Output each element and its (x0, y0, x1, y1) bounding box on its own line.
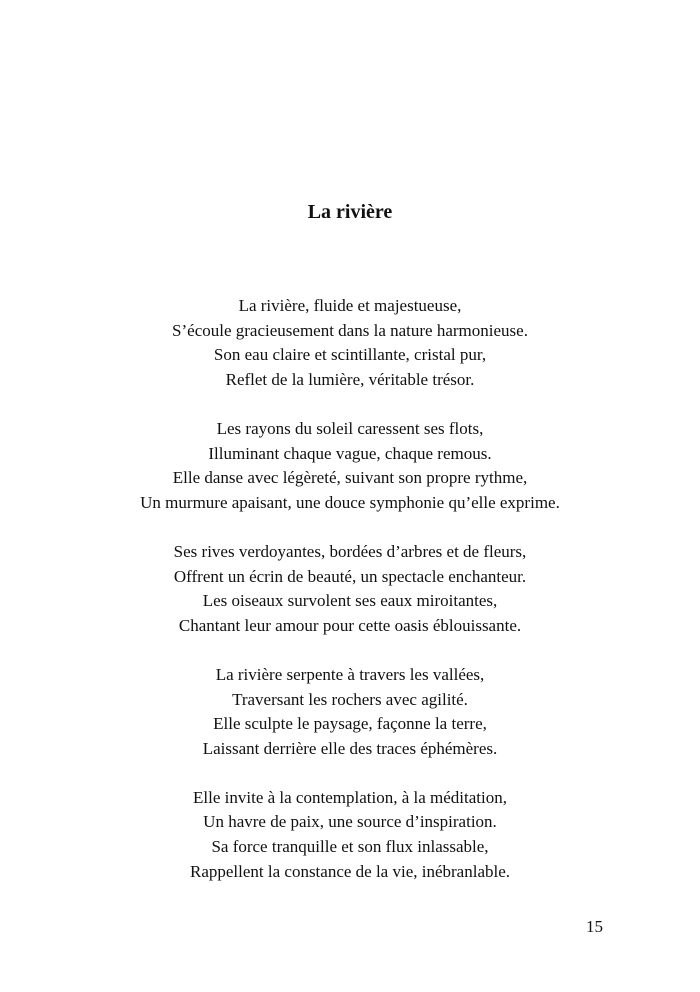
verse-line: Elle danse avec légèreté, suivant son propre rythme, (172, 468, 528, 488)
verse-line: Reflet de la lumière, véritable trésor. (225, 369, 475, 389)
stanza (0, 540, 700, 638)
verse-line: Un havre de paix, une source d’inspiration. (203, 812, 497, 832)
verse-line: Traversant les rochers avec agilité. (232, 689, 468, 709)
verse-line: Illuminant chaque vague, chaque remous. (208, 443, 492, 463)
stanza (0, 663, 700, 761)
verse-line: Sa force tranquille et son flux inlassable, (211, 837, 489, 857)
poem-title: La rivière (307, 201, 393, 223)
verse-line: Offrent un écrin de beauté, un spectacle enchanteur. (173, 566, 527, 586)
verse-line: La rivière, fluide et majestueuse, (238, 296, 462, 315)
page-number: 15 (586, 917, 603, 936)
verse-line: Ses rives verdoyantes, bordées d’arbres et de fleurs, (173, 541, 527, 561)
verse-line: Elle invite à la contemplation, à la méditation, (193, 787, 507, 807)
verse-line: La rivière serpente à travers les vallées, (215, 664, 485, 684)
poem-body (0, 294, 700, 909)
verse-line: Rappellent la constance de la vie, inébranlable. (189, 861, 511, 881)
verse-line: S’écoule gracieusement dans la nature harmonieuse. (172, 320, 528, 340)
stanza (0, 786, 700, 884)
stanza (0, 294, 700, 392)
verse-line: Les oiseaux survolent ses eaux miroitantes, (202, 591, 498, 611)
verse-line: Les rayons du soleil caressent ses flots, (216, 418, 484, 438)
stanza (0, 417, 700, 515)
verse-line: Un murmure apaisant, une douce symphonie qu’elle exprime. (140, 492, 560, 512)
verse-line: Elle sculpte le paysage, façonne la terre, (213, 714, 487, 734)
verse-line: Chantant leur amour pour cette oasis éblouissante. (178, 615, 522, 635)
verse-line: Son eau claire et scintillante, cristal pur, (213, 345, 487, 365)
verse-line: Laissant derrière elle des traces éphémères. (202, 738, 498, 758)
